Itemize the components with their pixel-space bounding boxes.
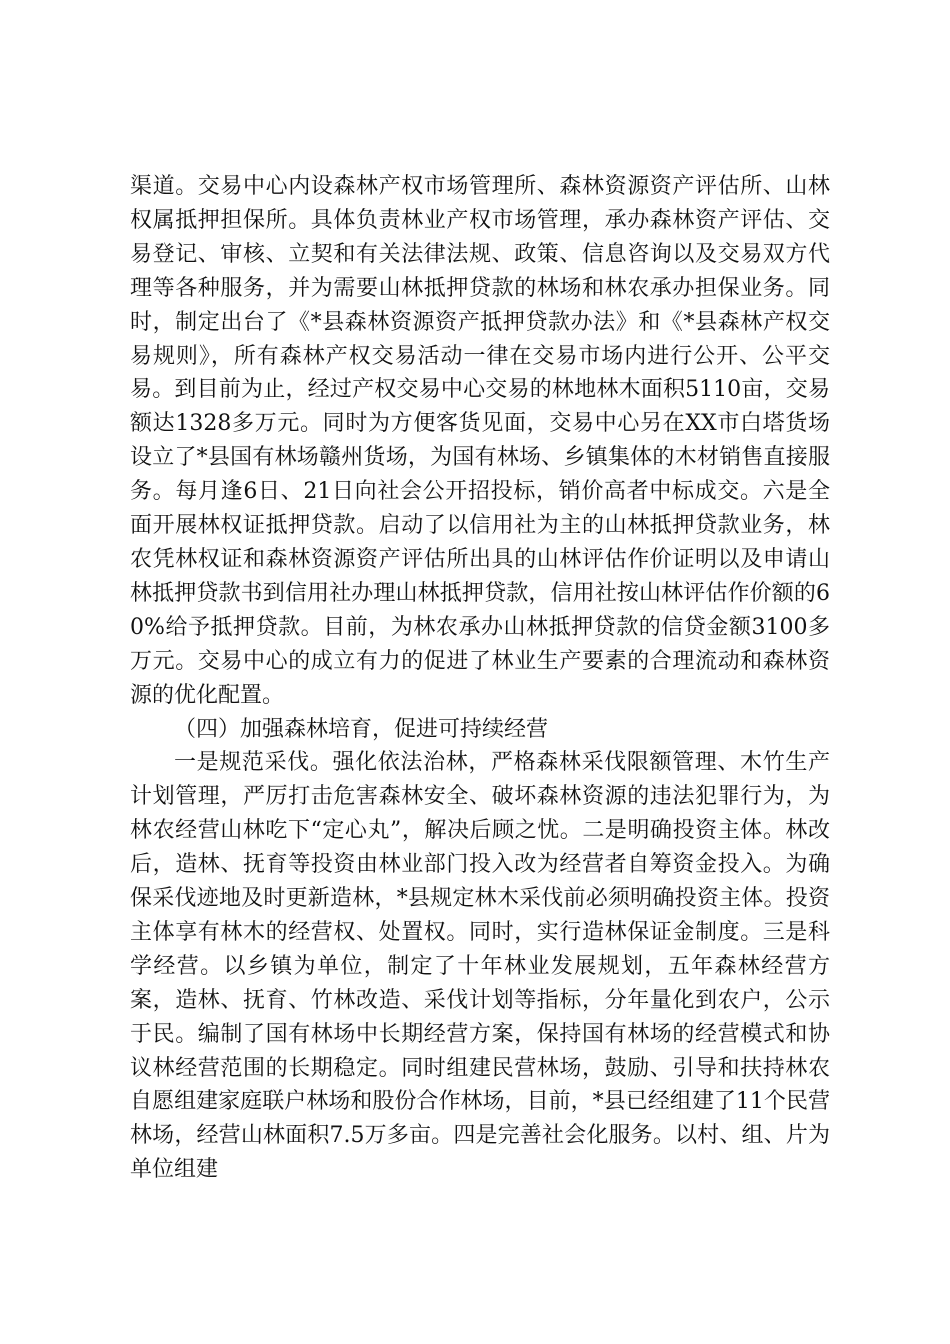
document-body	[130, 170, 830, 1187]
section-heading: （四）加强森林培育，促进可持续经营	[174, 716, 549, 742]
body-paragraph: 一是规范采伐。强化依法治林，严格森林采伐限额管理、木竹生产计划管理，严厉打击危害森林安全、破坏森林资源的违法犯罪行为，为林农经营山林吃下“定心丸”，解决后顾之忧。二是明确投资主体。林改后，造林、抚育等投资由林业部门投入改为经营者自筹资金投入。为确保采伐迹地及时更新造林，*县规定林木采伐前必须明确投资主体。投资主体享有林木的经营权、处置权。同时，实行造林保证金制度。三是科学经营。以乡镇为单位，制定了十年林业发展规划，五年森林经营方案，造林、抚育、竹林改造、采伐计划等指标，分年量化到农户，公示于民。编制了国有林场中长期经营方案，保持国有林场的经营模式和协议林经营范围的长期稳定。同时组建民营林场，鼓励、引导和扶持林农自愿组建家庭联户林场和股份合作林场，目前，*县已经组建了11个民营林场，经营山林面积7.5万多亩。四是完善社会化服务。以村、组、片为单位组建	[130, 750, 830, 1183]
body-paragraph: 渠道。交易中心内设森林产权市场管理所、森林资源资产评估所、山林权属抵押担保所。具体负责林业产权市场管理，承办森林资产评估、交易登记、审核、立契和有关法律法规、政策、信息咨询以及交易双方代理等各种服务，并为需要山林抵押贷款的林场和林农承办担保业务。同时，制定出台了《*县森林资源资产抵押贷款办法》和《*县森林产权交易规则》，所有森林产权交易活动一律在交易市场内进行公开、公平交易。到目前为止，经过产权交易中心交易的林地林木面积5110亩，交易额达1328多万元。同时为方便客货见面，交易中心另在XX市白塔货场设立了*县国有林场赣州货场，为国有林场、乡镇集体的木材销售直接服务。每月逢6日、21日向社会公开招投标，销价高者中标成交。六是全面开展林权证抵押贷款。启动了以信用社为主的山林抵押贷款业务，林农凭林权证和森林资源资产评估所出具的山林评估作价证明以及申请山林抵押贷款书到信用社办理山林抵押贷款，信用社按山林评估作价额的60%给予抵押贷款。目前，为林农承办山林抵押贷款的信贷金额3100多万元。交易中心的成立有力的促进了林业生产要素的合理流动和森林资源的优化配置。	[130, 174, 830, 708]
